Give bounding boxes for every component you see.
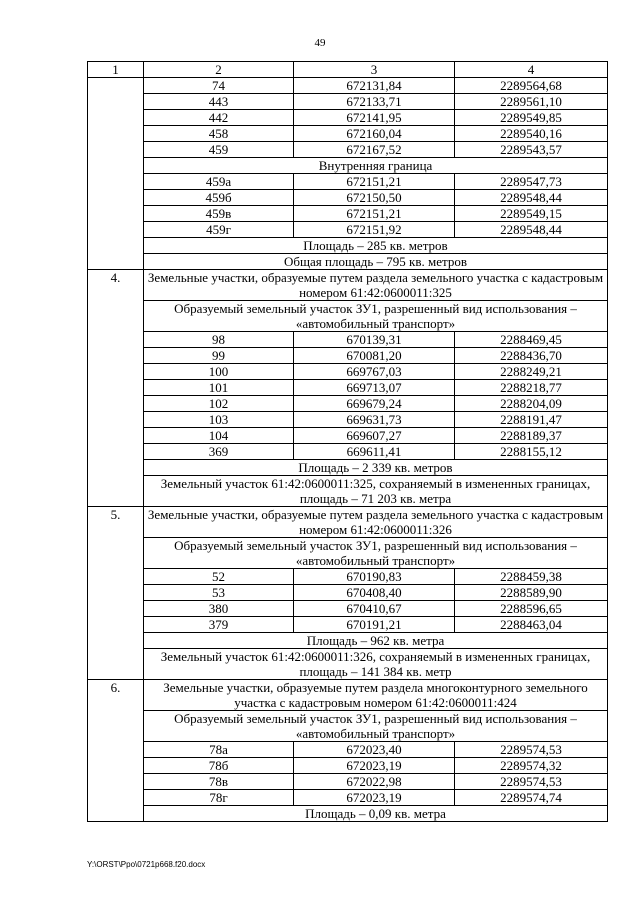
x-coordinate-cell: 670191,21: [294, 617, 455, 633]
table-row: [88, 585, 608, 601]
header-cell: 4: [455, 62, 608, 78]
y-coordinate-cell: 2288155,12: [455, 444, 608, 460]
table-row: [88, 142, 608, 158]
x-coordinate-cell: 670408,40: [294, 585, 455, 601]
span-cell: Земельный участок 61:42:0600011:326, сохраняемый в измененных границах, площадь – 141 384 кв. метр: [144, 649, 608, 680]
section-title-row: [88, 270, 608, 301]
x-coordinate-cell: 669631,73: [294, 412, 455, 428]
y-coordinate-cell: 2289540,16: [455, 126, 608, 142]
table-row: [88, 601, 608, 617]
y-coordinate-cell: 2288249,21: [455, 364, 608, 380]
point-number-cell: 78г: [144, 790, 294, 806]
point-number-cell: 459г: [144, 222, 294, 238]
x-coordinate-cell: 669713,07: [294, 380, 455, 396]
span-cell: Площадь – 962 кв. метра: [144, 633, 608, 649]
table-row: [88, 806, 608, 822]
point-number-cell: 369: [144, 444, 294, 460]
point-number-cell: 459: [144, 142, 294, 158]
y-coordinate-cell: 2288191,47: [455, 412, 608, 428]
section-number: 5.: [88, 507, 144, 680]
x-coordinate-cell: 670081,20: [294, 348, 455, 364]
y-coordinate-cell: 2288189,37: [455, 428, 608, 444]
table-row: [88, 428, 608, 444]
table-row: [88, 396, 608, 412]
table-row: [88, 110, 608, 126]
span-cell: Площадь – 0,09 кв. метра: [144, 806, 608, 822]
x-coordinate-cell: 669611,41: [294, 444, 455, 460]
y-coordinate-cell: 2288436,70: [455, 348, 608, 364]
point-number-cell: 459б: [144, 190, 294, 206]
table-row: [88, 380, 608, 396]
point-number-cell: 78а: [144, 742, 294, 758]
section-subtitle-row: [88, 711, 608, 742]
section-title: Земельные участки, образуемые путем раздела земельного участка с кадастровым номером 61:42:0600011:326: [144, 507, 608, 538]
section-number: 4.: [88, 270, 144, 507]
table-row: [88, 460, 608, 476]
table-row: [88, 617, 608, 633]
table-row: [88, 444, 608, 460]
x-coordinate-cell: 670190,83: [294, 569, 455, 585]
table-row: [88, 476, 608, 507]
y-coordinate-cell: 2288463,04: [455, 617, 608, 633]
header-cell: 1: [88, 62, 144, 78]
point-number-cell: 100: [144, 364, 294, 380]
table-row: [88, 158, 608, 174]
y-coordinate-cell: 2289548,44: [455, 222, 608, 238]
x-coordinate-cell: 672022,98: [294, 774, 455, 790]
x-coordinate-cell: 672133,71: [294, 94, 455, 110]
point-number-cell: 101: [144, 380, 294, 396]
section-subtitle-row: [88, 538, 608, 569]
point-number-cell: 459в: [144, 206, 294, 222]
table-row: [88, 190, 608, 206]
table-row: [88, 238, 608, 254]
table-row: [88, 348, 608, 364]
x-coordinate-cell: 672151,21: [294, 174, 455, 190]
section-title-row: [88, 680, 608, 711]
span-cell: Общая площадь – 795 кв. метров: [144, 254, 608, 270]
point-number-cell: 103: [144, 412, 294, 428]
point-number-cell: 74: [144, 78, 294, 94]
point-number-cell: 442: [144, 110, 294, 126]
point-number-cell: 78в: [144, 774, 294, 790]
y-coordinate-cell: 2289564,68: [455, 78, 608, 94]
file-path-footer: Y:\ORST\Ppo\0721p668.f20.docx: [87, 860, 206, 869]
x-coordinate-cell: 669607,27: [294, 428, 455, 444]
table-row: [88, 649, 608, 680]
y-coordinate-cell: 2288589,90: [455, 585, 608, 601]
section-title: Земельные участки, образуемые путем раздела земельного участка с кадастровым номером 61:42:0600011:325: [144, 270, 608, 301]
section-number: 6.: [88, 680, 144, 822]
section-subtitle: Образуемый земельный участок ЗУ1, разрешенный вид использования – «автомобильный транспорт»: [144, 301, 608, 332]
x-coordinate-cell: 672023,19: [294, 758, 455, 774]
x-coordinate-cell: 672151,21: [294, 206, 455, 222]
section-number: [88, 78, 144, 270]
point-number-cell: 78б: [144, 758, 294, 774]
table-row: [88, 332, 608, 348]
coordinates-table: [87, 61, 608, 822]
section-subtitle: Образуемый земельный участок ЗУ1, разрешенный вид использования – «автомобильный транспорт»: [144, 538, 608, 569]
y-coordinate-cell: 2289574,53: [455, 742, 608, 758]
x-coordinate-cell: 672131,84: [294, 78, 455, 94]
x-coordinate-cell: 670410,67: [294, 601, 455, 617]
section-title-row: [88, 507, 608, 538]
table-row: [88, 222, 608, 238]
table-row: [88, 94, 608, 110]
y-coordinate-cell: 2288218,77: [455, 380, 608, 396]
y-coordinate-cell: 2288469,45: [455, 332, 608, 348]
point-number-cell: 459а: [144, 174, 294, 190]
point-number-cell: 99: [144, 348, 294, 364]
table-row: [88, 758, 608, 774]
y-coordinate-cell: 2289574,32: [455, 758, 608, 774]
y-coordinate-cell: 2289549,15: [455, 206, 608, 222]
y-coordinate-cell: 2289549,85: [455, 110, 608, 126]
point-number-cell: 458: [144, 126, 294, 142]
point-number-cell: 443: [144, 94, 294, 110]
point-number-cell: 98: [144, 332, 294, 348]
table-row: [88, 742, 608, 758]
table-row: [88, 364, 608, 380]
y-coordinate-cell: 2289548,44: [455, 190, 608, 206]
x-coordinate-cell: 669767,03: [294, 364, 455, 380]
table-row: [88, 126, 608, 142]
x-coordinate-cell: 672023,19: [294, 790, 455, 806]
y-coordinate-cell: 2289543,57: [455, 142, 608, 158]
y-coordinate-cell: 2289561,10: [455, 94, 608, 110]
point-number-cell: 53: [144, 585, 294, 601]
header-cell: 2: [144, 62, 294, 78]
section-subtitle-row: [88, 301, 608, 332]
x-coordinate-cell: 672150,50: [294, 190, 455, 206]
table-row: [88, 569, 608, 585]
x-coordinate-cell: 672141,95: [294, 110, 455, 126]
y-coordinate-cell: 2288596,65: [455, 601, 608, 617]
table-header-row: [88, 62, 608, 78]
point-number-cell: 379: [144, 617, 294, 633]
section-title: Земельные участки, образуемые путем раздела многоконтурного земельного участка с кадастровым номером 61:42:0600011:424: [144, 680, 608, 711]
y-coordinate-cell: 2289574,53: [455, 774, 608, 790]
span-cell: Земельный участок 61:42:0600011:325, сохраняемый в измененных границах, площадь – 71 203 кв. метра: [144, 476, 608, 507]
section-subtitle: Образуемый земельный участок ЗУ1, разрешенный вид использования – «автомобильный транспорт»: [144, 711, 608, 742]
table-row: [88, 174, 608, 190]
x-coordinate-cell: 669679,24: [294, 396, 455, 412]
table-row: [88, 412, 608, 428]
y-coordinate-cell: 2288204,09: [455, 396, 608, 412]
table-row: [88, 206, 608, 222]
point-number-cell: 102: [144, 396, 294, 412]
table-row: [88, 790, 608, 806]
span-cell: Внутренняя граница: [144, 158, 608, 174]
x-coordinate-cell: 672167,52: [294, 142, 455, 158]
header-cell: 3: [294, 62, 455, 78]
x-coordinate-cell: 672151,92: [294, 222, 455, 238]
table-row: [88, 254, 608, 270]
y-coordinate-cell: 2288459,38: [455, 569, 608, 585]
y-coordinate-cell: 2289547,73: [455, 174, 608, 190]
point-number-cell: 52: [144, 569, 294, 585]
point-number-cell: 380: [144, 601, 294, 617]
point-number-cell: 104: [144, 428, 294, 444]
x-coordinate-cell: 672160,04: [294, 126, 455, 142]
page-number: 49: [314, 37, 326, 49]
table-row: [88, 633, 608, 649]
table-row: [88, 774, 608, 790]
span-cell: Площадь – 2 339 кв. метров: [144, 460, 608, 476]
x-coordinate-cell: 672023,40: [294, 742, 455, 758]
x-coordinate-cell: 670139,31: [294, 332, 455, 348]
table-row: [88, 78, 608, 94]
span-cell: Площадь – 285 кв. метров: [144, 238, 608, 254]
y-coordinate-cell: 2289574,74: [455, 790, 608, 806]
